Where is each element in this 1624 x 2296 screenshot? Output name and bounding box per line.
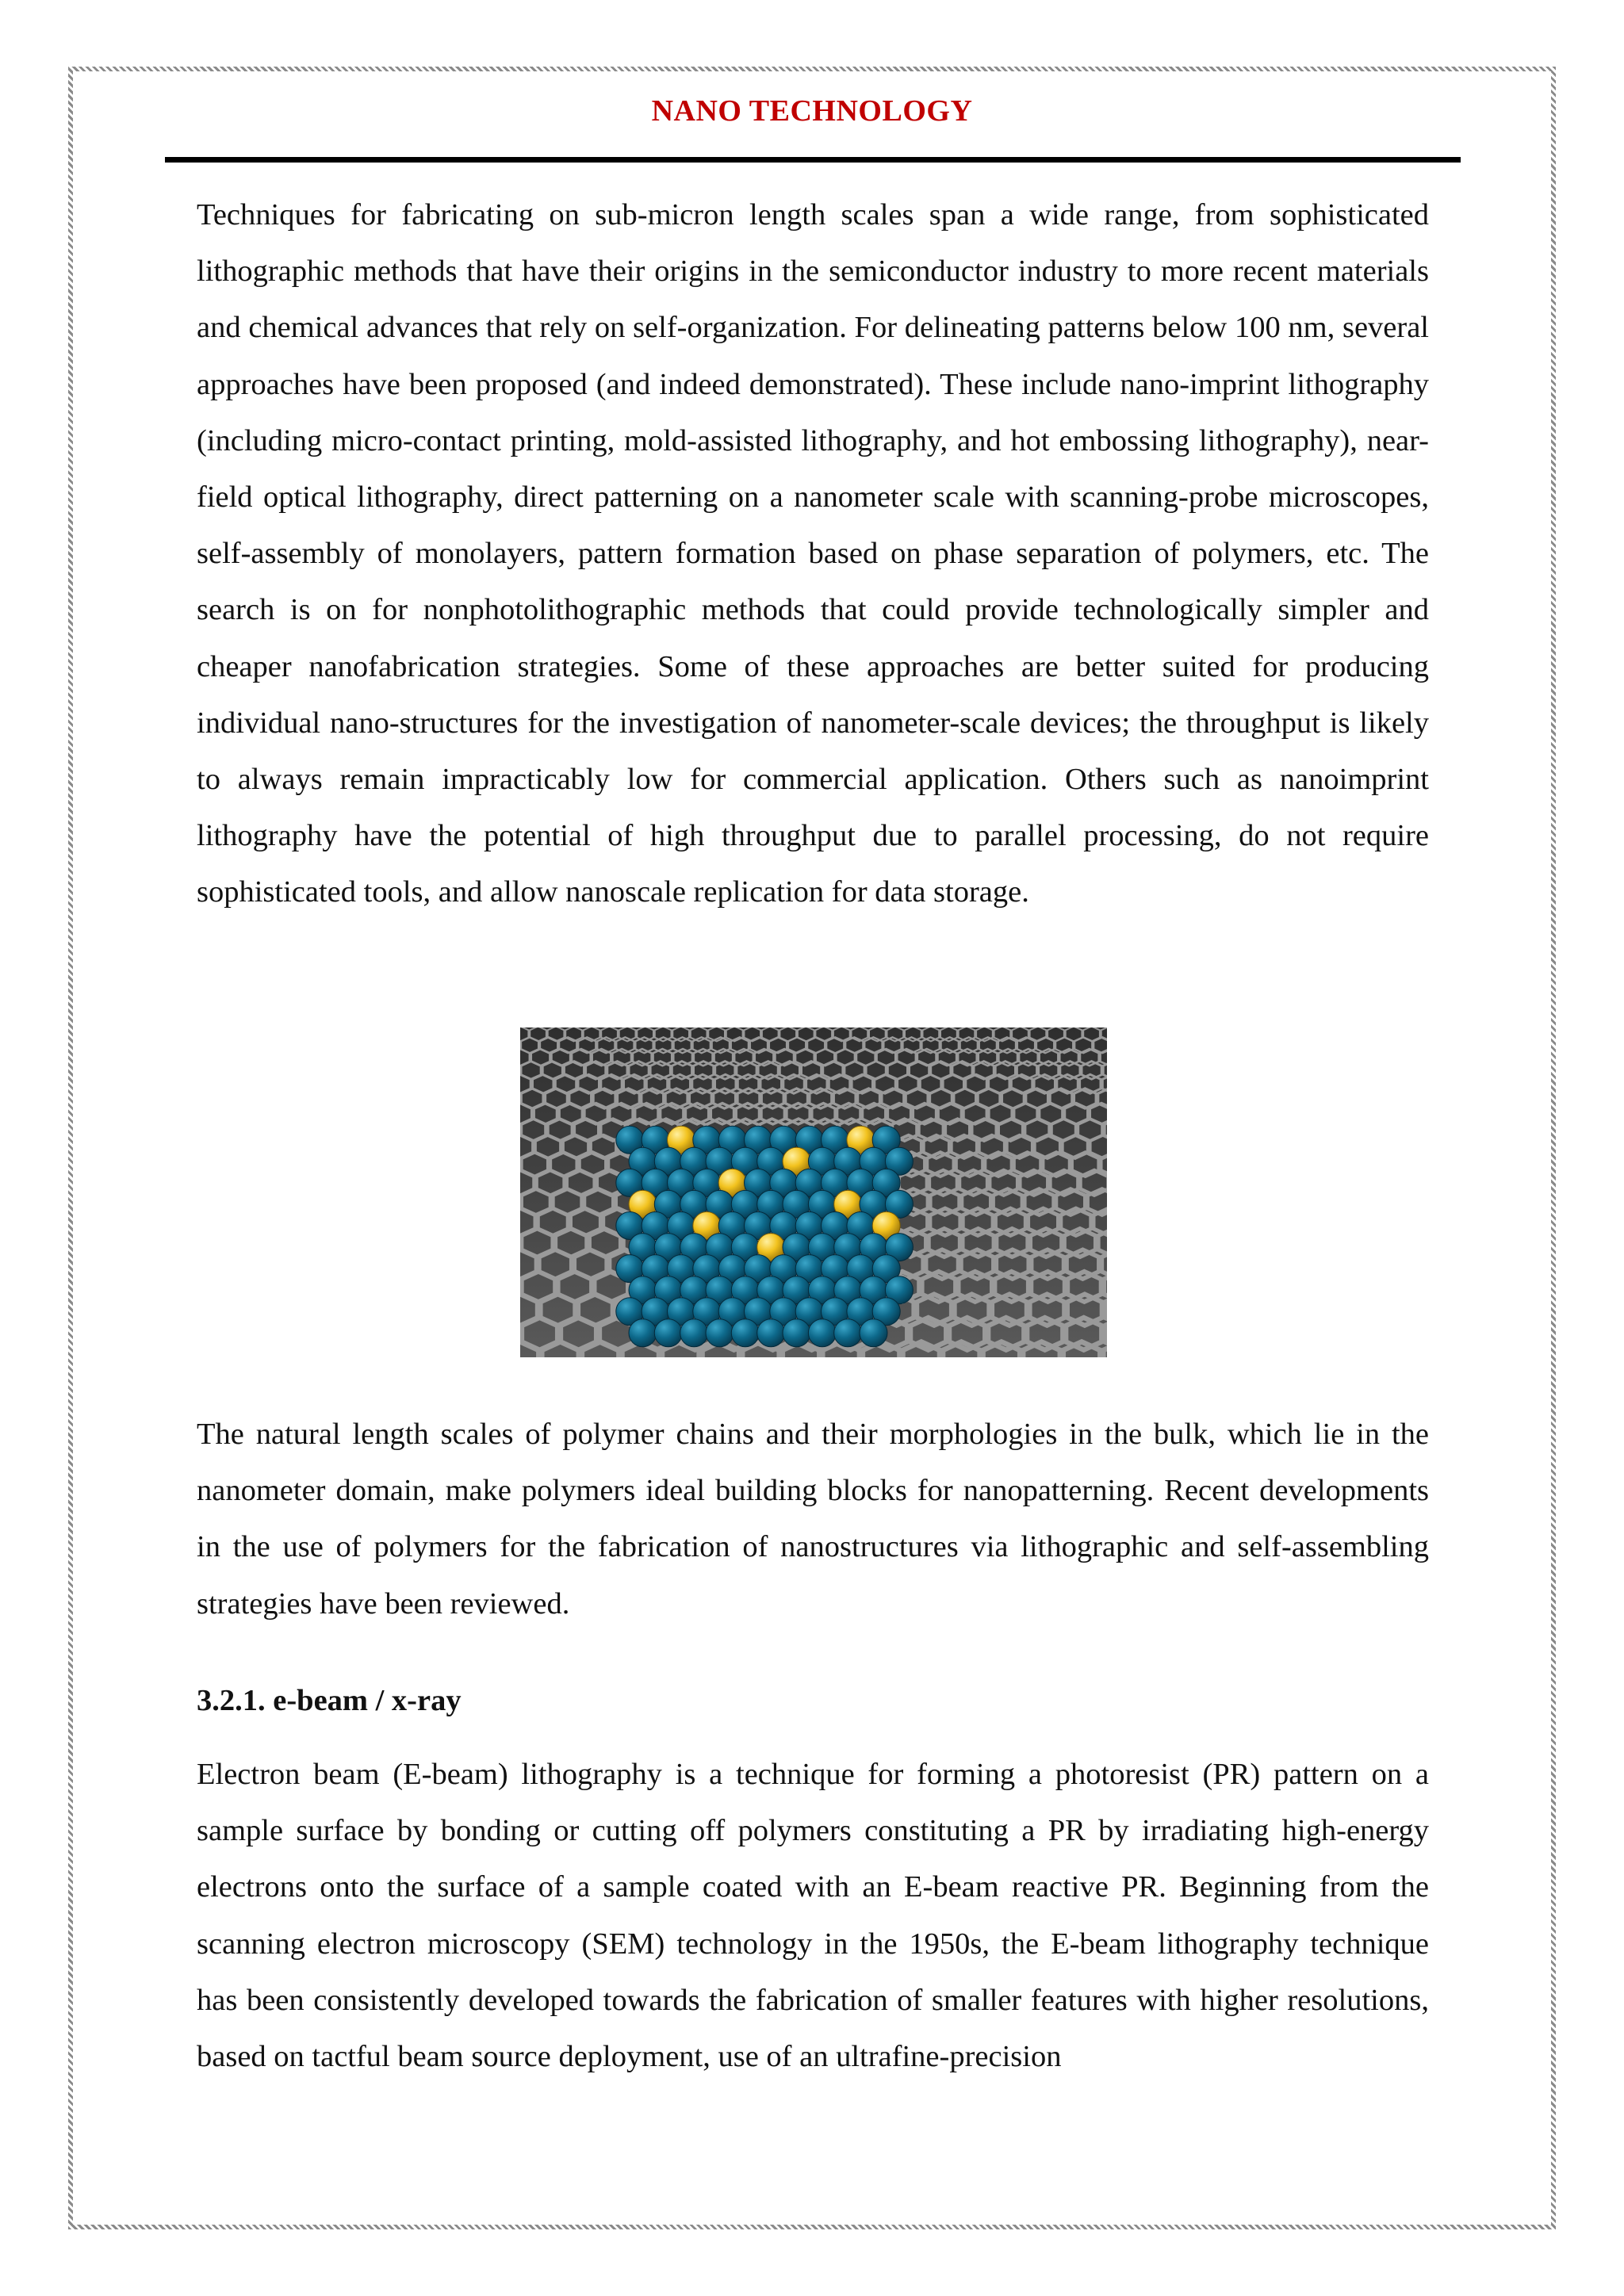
body-paragraph-2: The natural length scales of polymer chains and their morphologies in the bulk, which lie in the nanometer domain, make polymers ideal building blocks for nanopatterning. Recent developments in the use of polymers for the fabrication of nanostructures via lithographic and self-assembling strategies have been reviewed. [197, 1418, 1429, 1621]
body-paragraph-3: Electron beam (E-beam) lithography is a technique for forming a photoresist (PR) pattern on a sample surface by bonding or cutting off polymers constituting a PR by irradiating high-energy electrons onto the surface of a sample coated with an E-beam reactive PR. Beginning from the scanning electron microscopy (SEM) technology in the 1950s, the E-beam lithography technique has been consistently developed towards the fabrication of smaller features with higher resolutions, based on tactful beam source deployment, use of an ultrafine-precision [197, 1758, 1429, 2074]
blue-atom [757, 1319, 785, 1347]
blue-atom [731, 1319, 759, 1347]
page-header-title: NANO TECHNOLOGY [651, 94, 973, 128]
section-heading: 3.2.1. e-beam / x-ray [197, 1684, 462, 1717]
blue-atom [808, 1319, 836, 1347]
blue-atom [654, 1319, 682, 1347]
nanocluster-figure [520, 1027, 1107, 1357]
atom-cluster [616, 1126, 914, 1347]
body-paragraph-1: Techniques for fabricating on sub-micron length scales span a wide range, from sophisticated lithographic methods that have their origins in the semiconductor industry to more recent materials and chemical advances that rely on self-organization. For delineating patterns below 100 nm, several approaches have been proposed (and indeed demonstrated). These include nano-imprint lithography (including micro-contact printing, mold-assisted lithography, and hot embossing lithography), near-field optical lithography, direct patterning on a nanometer scale with scanning-probe microscopes, self-assembly of monolayers, pattern formation based on phase separation of polymers, etc. The search is on for nonphotolithographic methods that could provide technologically simpler and cheaper nanofabrication strategies. Some of these approaches are better suited for producing individual nano-structures for the investigation of nanometer-scale devices; the throughput is likely to always remain impracticably low for commercial application. Others such as nanoimprint lithography have the potential of high throughput due to parallel processing, do not require sophisticated tools, and allow nanoscale replication for data storage. [197, 198, 1429, 909]
blue-atom [860, 1319, 887, 1347]
blue-atom [783, 1319, 810, 1347]
blue-atom [680, 1319, 708, 1347]
blue-atom [629, 1319, 657, 1347]
blue-atom [706, 1319, 733, 1347]
blue-atom [834, 1319, 862, 1347]
header-rule [165, 157, 1461, 163]
